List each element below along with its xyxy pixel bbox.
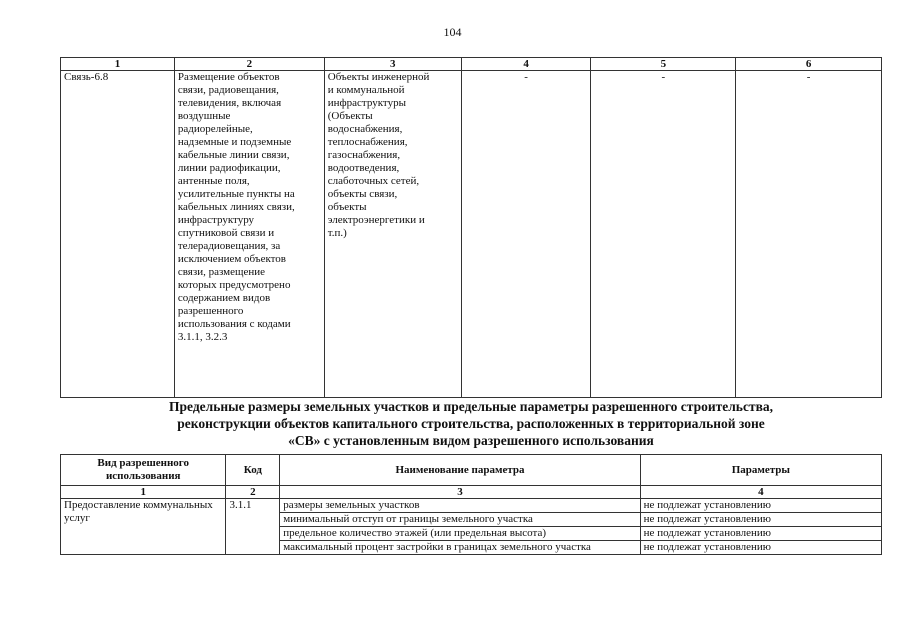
header-params: Параметры xyxy=(640,455,881,486)
column-number: 2 xyxy=(226,486,280,499)
column-number: 5 xyxy=(591,58,736,71)
heading-line: «СВ» с установленным видом разрешенного использования xyxy=(288,433,654,448)
table-cell: - xyxy=(736,71,882,398)
column-number: 3 xyxy=(324,58,461,71)
section-heading xyxy=(60,398,882,449)
column-number: 1 xyxy=(61,58,175,71)
use-code-cell: Связь-6.8 xyxy=(61,71,175,398)
auxiliary-objects-cell: Объекты инженерной и коммунальной инфраструктуры (Объекты водоснабжения, теплоснабжения, газоснабжения, водоотведения, слаботочных сетей, объекты связи, объекты электроэнергетики и т.п.) xyxy=(324,71,461,398)
permitted-use-table xyxy=(60,57,882,398)
table-cell: - xyxy=(591,71,736,398)
heading-line: Предельные размеры земельных участков и предельные параметры разрешенного строительства, xyxy=(169,399,773,414)
param-value-cell: не подлежат установлению xyxy=(640,527,881,541)
column-number: 4 xyxy=(640,486,881,499)
param-value-cell: не подлежат установлению xyxy=(640,499,881,513)
param-name-cell: минимальный отступ от границы земельного участка xyxy=(280,513,640,527)
table-header-row xyxy=(61,455,882,486)
use-type-cell: Предоставление коммунальных услуг xyxy=(61,499,226,555)
table-row xyxy=(61,499,882,513)
code-cell: 3.1.1 xyxy=(226,499,280,555)
param-name-cell: максимальный процент застройки в границах земельного участка xyxy=(280,541,640,555)
table-header-row xyxy=(61,58,882,71)
param-name-cell: предельное количество этажей (или предельная высота) xyxy=(280,527,640,541)
heading-line: реконструкции объектов капитального строительства, расположенных в территориальной зоне xyxy=(177,416,765,431)
header-param-name: Наименование параметра xyxy=(280,455,640,486)
column-number: 2 xyxy=(174,58,324,71)
page-number: 104 xyxy=(443,25,462,39)
param-name-cell: размеры земельных участков xyxy=(280,499,640,513)
column-number: 4 xyxy=(461,58,591,71)
column-number: 3 xyxy=(280,486,640,499)
use-description-cell: Размещение объектов связи, радиовещания, телевидения, включая воздушные радиорелейные, надземные и подземные кабельные линии связи, линии радиофикации, антенные поля, усилительные пункты на кабельных линиях связи, инфраструктуру спутниковой связи и телерадиовещания, за исключением объектов связи, размещение которых предусмотрено содержанием видов разрешенного использования с кодами 3.1.1, 3.2.3 xyxy=(174,71,324,398)
header-use-type: Вид разрешенного использования xyxy=(61,455,226,486)
column-number: 1 xyxy=(61,486,226,499)
param-value-cell: не подлежат установлению xyxy=(640,541,881,555)
table-row xyxy=(61,71,882,398)
param-value-cell: не подлежат установлению xyxy=(640,513,881,527)
column-numbers-row xyxy=(61,486,882,499)
parameters-table xyxy=(60,454,882,555)
table-cell: - xyxy=(461,71,591,398)
header-code: Код xyxy=(226,455,280,486)
column-number: 6 xyxy=(736,58,882,71)
